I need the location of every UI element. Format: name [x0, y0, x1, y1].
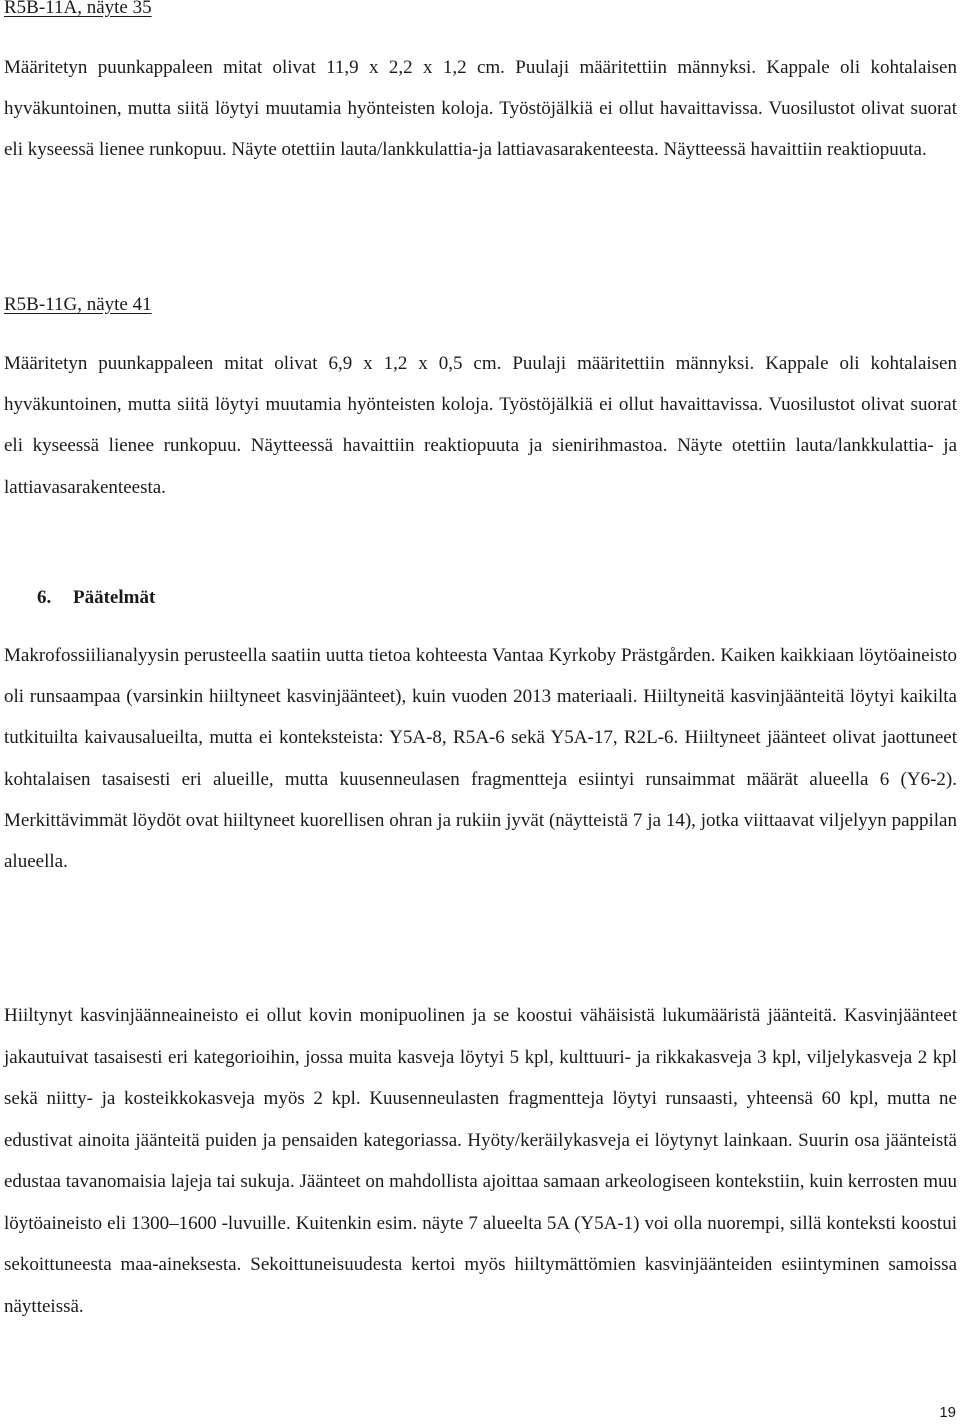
sample-heading-r5b-11a: R5B-11A, näyte 35: [4, 0, 152, 18]
sample-description-r5b-11a: Määritetyn puunkappaleen mitat olivat 11,9 x 2,2 x 1,2 cm. Puulaji määritettiin männyksi. Kappale oli kohtalaisen hyväkuntoinen, mutta siitä löytyi muutamia hyönteisten koloja. Työstöjälkiä ei ollut havaittavissa. Vuosilustot olivat suorat eli kyseessä lienee runkopuu. Näyte otettiin lauta/lankkulattia-ja lattiavasarakenteesta. Näytteessä havaittiin reaktiopuuta.: [4, 57, 957, 161]
section-number: 6.: [37, 587, 52, 608]
conclusions-paragraph-2: Hiiltynyt kasvinjäänneaineisto ei ollut kovin monipuolinen ja se koostui vähäisistä lukumääristä jäänteitä. Kasvinjäänteet jakautuivat tasaisesti eri kategorioihin, jossa muita kasveja löytyi 5 kpl, kulttuuri- ja rikkakasveja 3 kpl, viljelykasveja 2 kpl sekä niitty- ja kosteikkokasveja myös 2 kpl. Kuusenneulasten fragmentteja löytyi runsaasti, yhteensä 60 kpl, mutta ne edustivat ainoita jäänteitä puiden ja pensaiden kategoriassa. Hyöty/keräilykasveja ei löytynyt lainkaan. Suurin osa jäänteistä edustaa tavanomaisia lajeja tai sukuja. Jäänteet on mahdollista ajoittaa samaan arkeologiseen kontekstiin, kuin kerrosten muu löytöaineisto eli 1300–1600 -luvuille. Kuitenkin esim. näyte 7 alueelta 5A (Y5A-1) voi olla nuorempi, sillä konteksti koostui sekoittuneesta maa-aineksesta. Sekoittuneisuudesta kertoi myös hiiltymättömien kasvinjäänteiden esiintyminen samoissa näytteissä.: [4, 1005, 957, 1317]
sample-heading-r5b-11g: R5B-11G, näyte 41: [4, 294, 152, 315]
page-number: 19: [939, 1404, 956, 1421]
section-heading-conclusions: [37, 587, 155, 609]
sample-description-r5b-11g: Määritetyn puunkappaleen mitat olivat 6,9 x 1,2 x 0,5 cm. Puulaji määritettiin männyksi. Kappale oli kohtalaisen hyväkuntoinen, mutta siitä löytyi muutamia hyönteisten koloja. Työstöjälkiä ei ollut havaittavissa. Vuosilustot olivat suorat eli kyseessä lienee runkopuu. Näytteessä havaittiin reaktiopuuta ja sienirihmastoa. Näyte otettiin lauta/lankkulattia- ja lattiavasarakenteesta.: [4, 353, 957, 498]
section-title: Päätelmät: [73, 587, 156, 608]
conclusions-paragraph-1: Makrofossiilianalyysin perusteella saatiin uutta tietoa kohteesta Vantaa Kyrkoby Prästgården. Kaiken kaikkiaan löytöaineisto oli runsaampaa (varsinkin hiiltyneet kasvinjäänteet), kuin vuoden 2013 materiaali. Hiiltyneitä kasvinjäänteitä löytyi kaikilta tutkituilta kaivausalueilta, mutta ei konteksteista: Y5A-8, R5A-6 sekä Y5A-17, R2L-6. Hiiltyneet jäänteet olivat jaottuneet kohtalaisen tasaisesti eri alueille, mutta kuusenneulasen fragmentteja esiintyi runsaimmat määrät alueella 6 (Y6-2). Merkittävimmät löydöt ovat hiiltyneet kuorellisen ohran ja rukiin jyvät (näytteistä 7 ja 14), jotka viittaavat viljelyyn pappilan alueella.: [4, 645, 957, 873]
